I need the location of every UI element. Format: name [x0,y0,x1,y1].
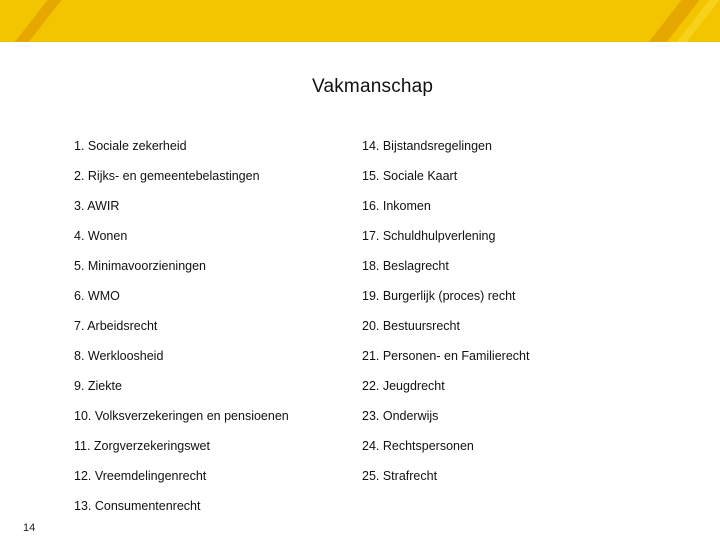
list-item: 25. Strafrecht [362,469,438,483]
list-item: 2. Rijks- en gemeentebelastingen [74,169,260,183]
list-item: 17. Schuldhulpverlening [362,229,496,243]
list-item: 24. Rechtspersonen [362,439,474,453]
header-band [0,0,720,42]
list-item: 8. Werkloosheid [74,349,164,363]
list-item: 16. Inkomen [362,199,431,213]
list-item: 12. Vreemdelingenrecht [74,469,207,483]
list-item: 6. WMO [74,289,120,303]
right-topic-list [362,137,529,497]
list-item: 4. Wonen [74,229,128,243]
list-item: 15. Sociale Kaart [362,169,458,183]
list-item: 14. Bijstandsregelingen [362,139,492,153]
page-number: 14 [23,522,36,534]
header-stripe-left [1,0,70,42]
list-item: 9. Ziekte [74,379,122,393]
list-item: 7. Arbeidsrecht [74,319,158,333]
list-item: 3. AWIR [74,199,120,213]
list-item: 5. Minimavoorzieningen [74,259,207,273]
list-item: 10. Volksverzekeringen en pensioenen [74,409,289,423]
list-item: 22. Jeugdrecht [362,379,445,393]
list-item: 18. Beslagrecht [362,259,449,273]
list-item: 19. Burgerlijk (proces) recht [362,289,516,303]
left-topic-list [74,137,289,527]
list-item: 20. Bestuursrecht [362,319,460,333]
list-item: 13. Consumentenrecht [74,499,201,513]
list-item: 21. Personen- en Familierecht [362,349,530,363]
list-item: 11. Zorgverzekeringswet [74,439,210,453]
list-item: 23. Onderwijs [362,409,439,423]
slide-title: Vakmanschap [312,76,434,97]
list-item: 1. Sociale zekerheid [74,139,187,153]
